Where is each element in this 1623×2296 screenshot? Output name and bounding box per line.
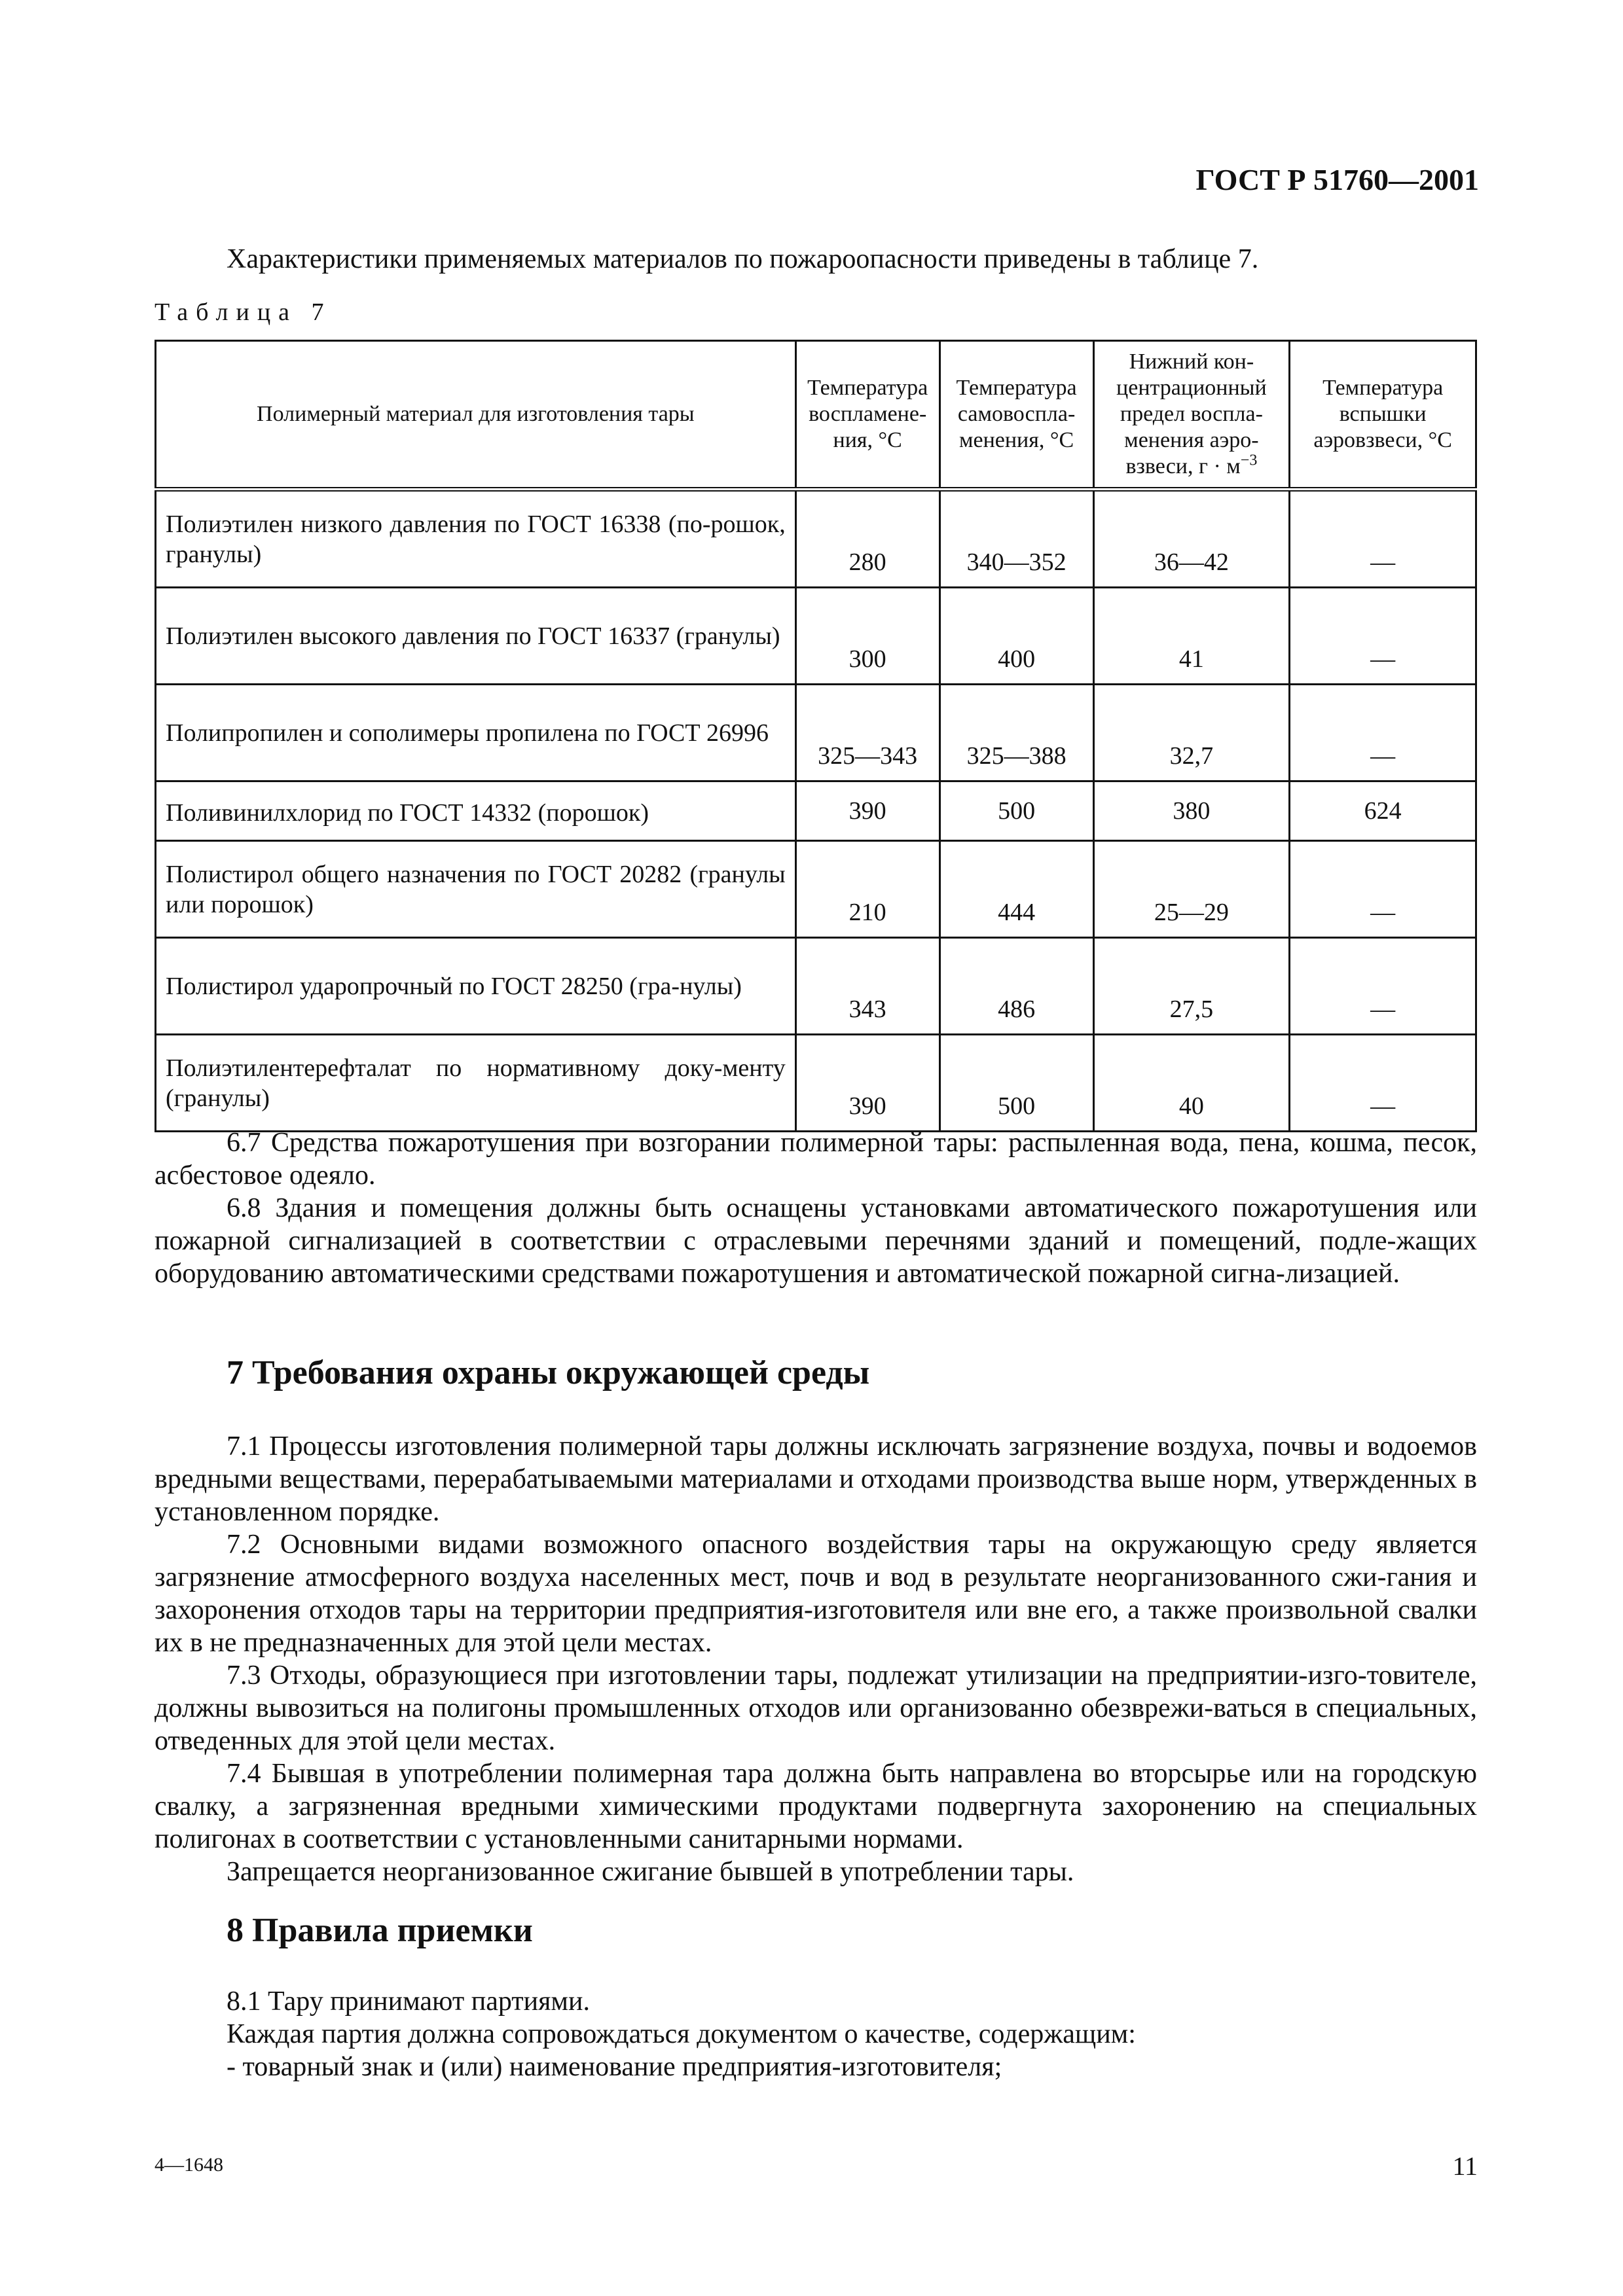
header-self-ignition: Температура самовоспла-менения, °С [939, 341, 1093, 490]
cell-material: Полиэтилен высокого давления по ГОСТ 16337 (гранулы) [156, 588, 796, 685]
table-row [156, 1035, 1476, 1132]
cell-material: Полиэтилен низкого давления по ГОСТ 16338 (по-рошок, гранулы) [156, 490, 796, 588]
table-row [156, 588, 1476, 685]
section-8-title: 8 Правила приемки [227, 1912, 533, 1949]
cell-material: Полистирол общего назначения по ГОСТ 20282 (гранулы или порошок) [156, 841, 796, 938]
cell-ignition: 343 [795, 938, 939, 1035]
cell-self-ignition: 325—388 [939, 685, 1093, 781]
cell-ignition: 390 [795, 1035, 939, 1132]
paragraph: Каждая партия должна сопровождаться документом о качестве, содержащим: [227, 2019, 1136, 2049]
cell-lower-limit: 36—42 [1093, 490, 1290, 588]
cell-self-ignition: 500 [939, 1035, 1093, 1132]
header-lower-limit-text: Нижний кон-центрационный предел воспла-менения аэро-взвеси, г · м [1116, 350, 1267, 478]
table-caption: Таблица 7 [155, 298, 332, 326]
section-8-text [155, 1985, 1477, 2083]
paragraph: - товарный знак и (или) наименование предприятия-изготовителя; [227, 2052, 1002, 2082]
cell-ignition: 300 [795, 588, 939, 685]
fire-hazard-table [155, 340, 1477, 1132]
cell-lower-limit: 27,5 [1093, 938, 1290, 1035]
cell-lower-limit: 41 [1093, 588, 1290, 685]
cell-lower-limit: 40 [1093, 1035, 1290, 1132]
paragraph: 6.8 Здания и помещения должны быть оснащены установками автоматического пожаротушения или пожарной сигнализацией в соответствии с отраслевыми перечнями зданий и помещений, подле-жащих оборудованию автоматическими средствами пожаротушения и автоматической пожарной сигна-лизацией. [155, 1193, 1477, 1289]
table-row [156, 841, 1476, 938]
paragraph: 7.3 Отходы, образующиеся при изготовлении тары, подлежат утилизации на предприятии-изго-товителе, должны вывозиться на полигоны промышленных отходов или организованно обезврежи-ваться в специальных, отведенных для этой цели местах. [155, 1660, 1477, 1756]
cell-material: Поливинилхлорид по ГОСТ 14332 (порошок) [156, 781, 796, 841]
paragraph: 8.1 Тару принимают партиями. [227, 1986, 590, 2017]
cell-self-ignition: 500 [939, 781, 1093, 841]
cell-self-ignition: 400 [939, 588, 1093, 685]
cell-ignition: 325—343 [795, 685, 939, 781]
paragraph: 7.4 Бывшая в употреблении полимерная тара должна быть направлена во вторсырье или на городскую свалку, а загрязненная вредными химическими продуктами подвергнута захоронению на специальных полигонах в соответствии с установленными санитарными нормами. [155, 1759, 1477, 1854]
header-lower-limit [1093, 341, 1290, 490]
header-lower-limit-sup: −3 [1240, 452, 1258, 469]
cell-ignition: 210 [795, 841, 939, 938]
cell-flash: — [1290, 685, 1476, 781]
cell-material: Полиэтилентерефталат по нормативному доку-менту (гранулы) [156, 1035, 796, 1132]
cell-lower-limit: 25—29 [1093, 841, 1290, 938]
cell-ignition: 280 [795, 490, 939, 588]
cell-ignition: 390 [795, 781, 939, 841]
page-number: 11 [1452, 2151, 1478, 2181]
cell-lower-limit: 380 [1093, 781, 1290, 841]
table-header-row [156, 341, 1476, 490]
cell-flash: — [1290, 938, 1476, 1035]
cell-flash: — [1290, 490, 1476, 588]
intro-text: Характеристики применяемых материалов по пожароопасности приведены в таблице 7. [227, 244, 1259, 274]
table-row [156, 938, 1476, 1035]
document-code: ГОСТ Р 51760—2001 [1195, 163, 1479, 196]
cell-material: Полипропилен и сополимеры пропилена по ГОСТ 26996 [156, 685, 796, 781]
table-row [156, 490, 1476, 588]
cell-flash: — [1290, 1035, 1476, 1132]
cell-flash: — [1290, 588, 1476, 685]
header-flash: Температура вспышки аэровзвеси, °С [1290, 341, 1476, 490]
header-ignition: Температура воспламене-ния, °С [795, 341, 939, 490]
cell-flash: 624 [1290, 781, 1476, 841]
table-row [156, 781, 1476, 841]
table-row [156, 685, 1476, 781]
paragraph: 6.7 Средства пожаротушения при возгорании полимерной тары: распыленная вода, пена, кошма, песок, асбестовое одеяло. [155, 1128, 1477, 1191]
cell-self-ignition: 444 [939, 841, 1093, 938]
paragraph: 7.1 Процессы изготовления полимерной тары должны исключать загрязнение воздуха, почвы и водоемов вредными веществами, перерабатываемыми материалами и отходами производства выше норм, утвержденных в установленном порядке. [155, 1431, 1477, 1527]
cell-flash: — [1290, 841, 1476, 938]
paragraph: 7.2 Основными видами возможного опасного воздействия тары на окружающую среду является загрязнение атмосферного воздуха населенных мест, почв и вод в результате неорганизованного сжи-гания и захоронения отходов тары на территории предприятия-изготовителя или вне его, а также произвольной свалки их в не предназначенных для этой цели местах. [155, 1530, 1477, 1658]
header-material: Полимерный материал для изготовления тары [156, 341, 796, 490]
section-7-title: 7 Требования охраны окружающей среды [227, 1354, 870, 1391]
cell-material: Полистирол ударопрочный по ГОСТ 28250 (гра-нулы) [156, 938, 796, 1035]
cell-lower-limit: 32,7 [1093, 685, 1290, 781]
section-6-text [155, 1126, 1477, 1290]
section-7-text [155, 1430, 1477, 1888]
cell-self-ignition: 486 [939, 938, 1093, 1035]
print-code: 4—1648 [155, 2154, 223, 2176]
paragraph: Запрещается неорганизованное сжигание бывшей в употреблении тары. [227, 1857, 1074, 1887]
cell-self-ignition: 340—352 [939, 490, 1093, 588]
